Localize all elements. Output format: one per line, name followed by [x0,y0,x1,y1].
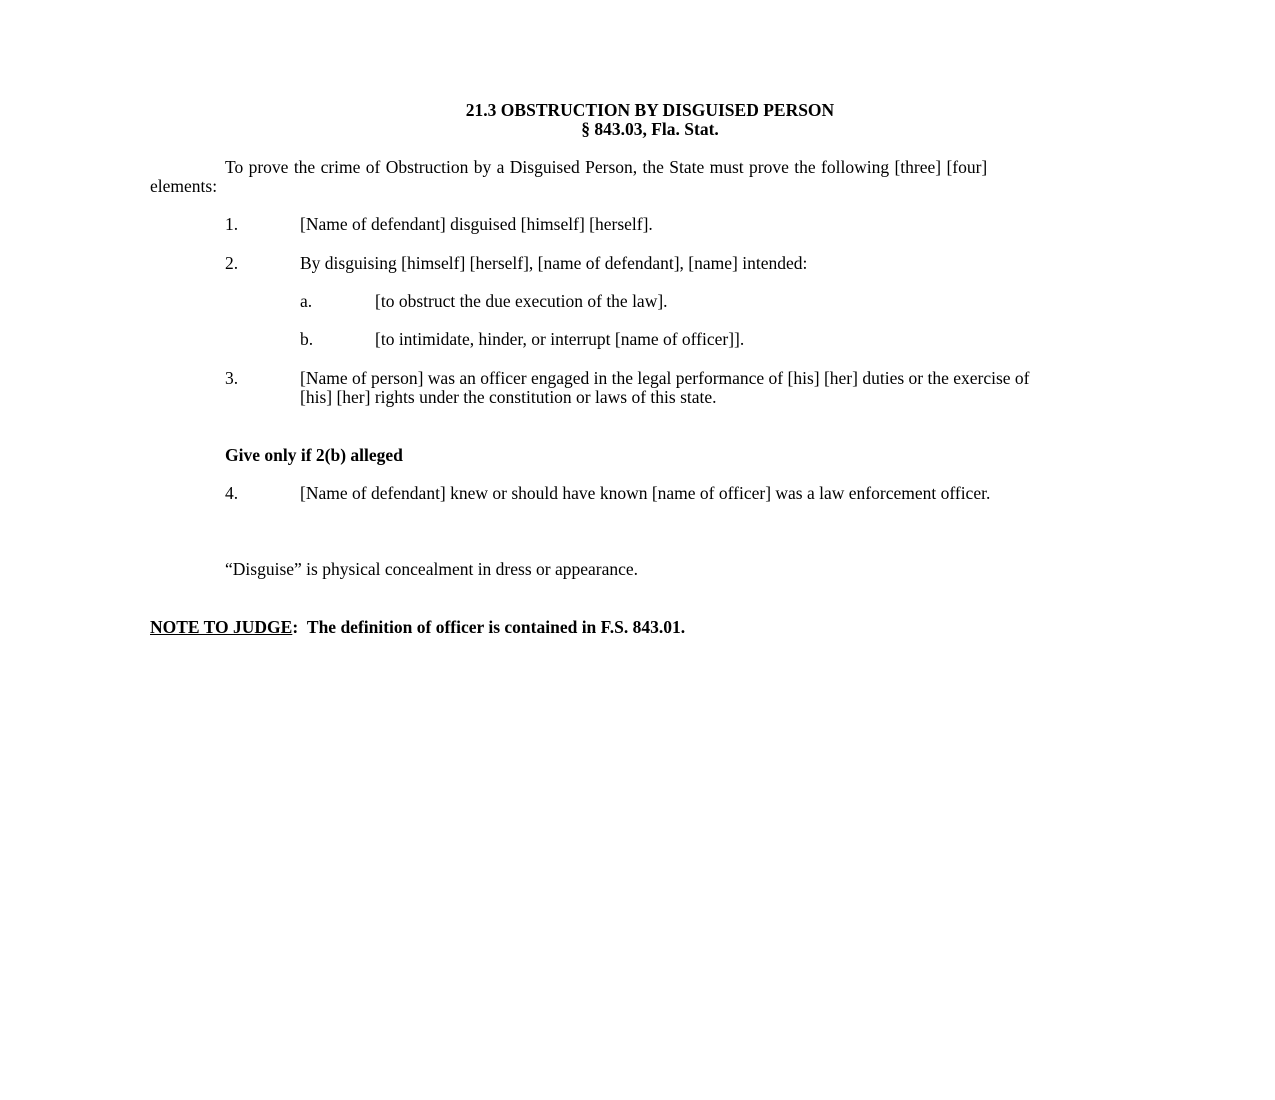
element-2-text: By disguising [himself] [herself], [name of defendant], [name] intended: [300,253,808,273]
element-4-text: [Name of defendant] knew or should have known [name of officer] was a law enforcement officer. [300,483,991,503]
element-3-number: 3. [225,368,239,388]
document-title: 21.3 OBSTRUCTION BY DISGUISED PERSON [465,100,835,120]
note-label: NOTE TO JUDGE [150,617,293,637]
element-1-text: [Name of defendant] disguised [himself] [herself]. [300,214,653,234]
note-colon: : [292,617,299,637]
subelement-b-text: [to intimidate, hinder, or interrupt [name of officer]]. [375,329,745,349]
element-1-number: 1. [225,214,239,234]
note-to-judge [150,618,685,637]
subelement-a-text: [to obstruct the due execution of the law]. [375,291,668,311]
subelement-a-letter: a. [300,291,313,311]
disguise-definition: “Disguise” is physical concealment in dress or appearance. [225,559,639,579]
intro-paragraph: To prove the crime of Obstruction by a Disguised Person, the State must prove the following [three] [four] elements: [150,157,988,196]
statute-reference: § 843.03, Fla. Stat. [581,119,719,139]
give-only-instruction: Give only if 2(b) alleged [225,445,403,465]
element-3-text: [Name of person] was an officer engaged in the legal performance of [his] [her] duties or the exercise of [his] [her] rights under the constitution or laws of this state. [300,368,1030,407]
subelement-b-letter: b. [300,329,314,349]
note-text: The definition of officer is contained in F.S. 843.01. [306,617,686,637]
element-4-number: 4. [225,483,239,503]
element-2-number: 2. [225,253,239,273]
